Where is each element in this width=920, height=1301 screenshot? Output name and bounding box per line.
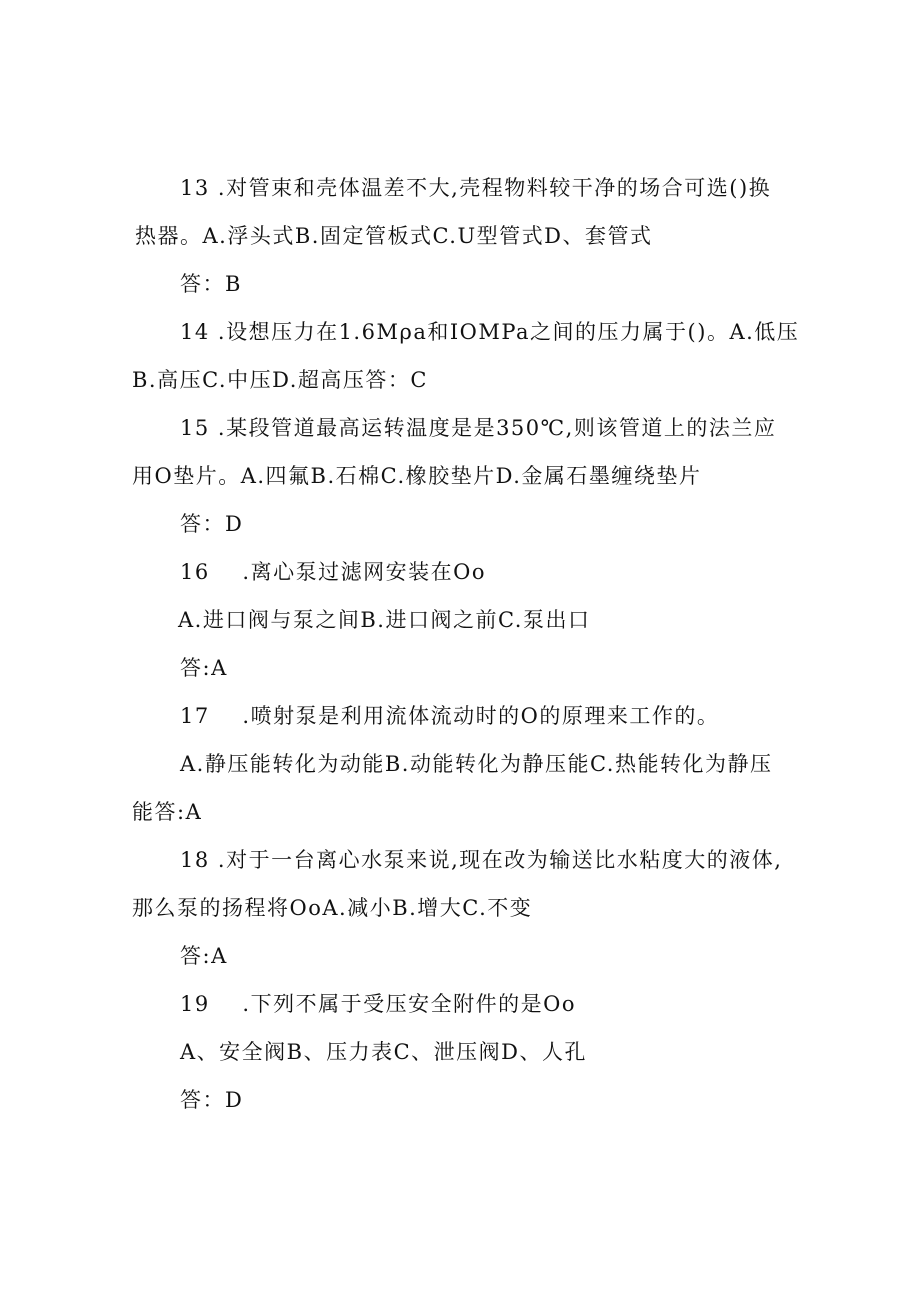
question-18-line-1: 18 .对于一台离心水泵来说,现在改为输送比水粘度大的液体,	[180, 848, 783, 872]
question-19-options: A、安全阀B、压力表C、泄压阀D、人孔	[180, 1040, 588, 1064]
answer-18: 答:A	[180, 944, 228, 968]
answer-19: 答：D	[180, 1088, 244, 1112]
question-15-line-2: 用O垫片。A.四氟B.石棉C.橡胶垫片D.金属石墨缠绕垫片	[132, 464, 702, 488]
question-14-line-1: 14 .设想压力在1.6Mρa和IOMPa之间的压力属于()。A.低压	[180, 320, 800, 344]
question-14-line-2: B.高压C.中压D.超高压答：C	[132, 368, 428, 392]
question-16-options: A.进口阀与泵之间B.进口阀之前C.泵出口	[178, 608, 591, 632]
answer-16: 答:A	[180, 656, 228, 680]
answer-15: 答：D	[180, 512, 244, 536]
question-15-line-1: 15 .某段管道最高运转温度是是350℃,则该管道上的法兰应	[180, 416, 777, 440]
question-16-line-1: 16 .离心泵过滤网安装在Oo	[180, 560, 486, 584]
question-19-line-1: 19 .下列不属于受压安全附件的是Oo	[180, 992, 576, 1016]
question-17-options: A.静压能转化为动能B.动能转化为静压能C.热能转化为静压	[180, 752, 773, 776]
question-13-line-1: 13 .对管束和壳体温差不大,壳程物料较干净的场合可选()换	[180, 176, 772, 200]
answer-13: 答：B	[180, 272, 242, 296]
question-13-line-2: 热器。A.浮头式B.固定管板式C.U型管式D、套管式	[135, 224, 653, 248]
question-18-line-2: 那么泵的扬程将OoA.减小B.增大C.不变	[132, 896, 533, 920]
question-17-line-1: 17 .喷射泵是利用流体流动时的O的原理来工作的。	[180, 704, 720, 728]
answer-17: 能答:A	[132, 800, 203, 824]
